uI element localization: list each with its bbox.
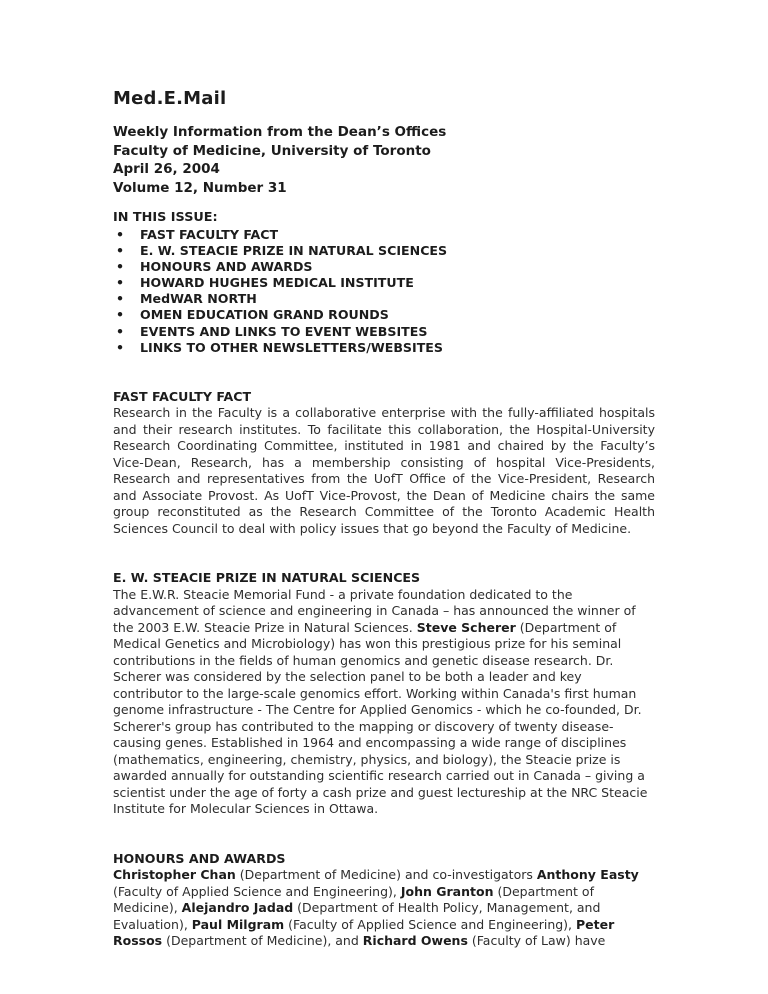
text-segment: (Department of Medicine) and co-investigators: [235, 867, 537, 883]
toc-item-omen-education: • OMEN EDUCATION GRAND ROUNDS: [113, 307, 655, 323]
text-segment: (Department of Medicine),: [113, 883, 594, 916]
text-segment: John Granton: [400, 883, 494, 899]
text-segment: Paul Milgram: [191, 916, 285, 932]
masthead-line-faculty: Faculty of Medicine, University of Toronto: [113, 142, 431, 159]
toc-item-honours-awards: • HONOURS AND AWARDS: [113, 259, 655, 275]
text-segment: (Faculty of Law) have: [467, 933, 606, 949]
toc-heading: IN THIS ISSUE:: [113, 210, 218, 225]
section-honours-awards: [113, 851, 655, 950]
text-segment: Steve Scherer: [416, 619, 516, 635]
text-segment: (Department of Medical Genetics and Microbiology) has won this prestigious prize for his seminal contributions in the fields of human genomics and genetic disease research. Dr. Scherer was considered by the selection panel to be both a leader and key contributor to the large-scale genomics effort. Working within Canada's first human genome infrastructure - The Centre for Applied Genomics - which he co-founded, Dr. Scherer's group has contributed to the mapping or discovery of twenty disease-causing genes. Established in 1964 and encompassing a wide range of disciplines (mathematics, engineering, chemistry, physics, and biology), the Steacie prize is awarded annually for outstanding scientific research carried out in Canada – giving a scientist under the age of forty a cash prize and guest lectureship at the NRC Steacie Institute for Molecular Sciences in Ottawa.: [113, 619, 648, 817]
toc-item-steacie-prize: • E. W. STEACIE PRIZE IN NATURAL SCIENCES: [113, 243, 655, 259]
text-segment: The E.W.R. Steacie Memorial Fund - a private foundation dedicated to the advancement of science and engineering in Canada – has announced the winner of the 2003 E.W. Steacie Prize in Natural Sciences.: [113, 586, 636, 635]
masthead-line-description: Weekly Information from the Dean’s Offices: [113, 124, 447, 140]
section-steacie-prize: [113, 570, 655, 818]
toc-item-medwar-north: • MedWAR NORTH: [113, 291, 655, 307]
table-of-contents: [113, 210, 655, 356]
text-segment: Anthony Easty: [536, 867, 639, 883]
newsletter-masthead: [113, 123, 655, 197]
section-heading: E. W. STEACIE PRIZE IN NATURAL SCIENCES: [113, 570, 421, 586]
section-paragraph: [113, 587, 655, 818]
masthead-line-date: April 26, 2004: [113, 161, 220, 177]
section-paragraph: [113, 867, 655, 950]
text-segment: Alejandro Jadad: [181, 900, 294, 916]
toc-item-fast-faculty-fact: • FAST FACULTY FACT: [113, 227, 655, 243]
masthead-line-volume: Volume 12, Number 31: [113, 179, 287, 196]
section-paragraph: [113, 405, 655, 537]
text-segment: Research in the Faculty is a collaborative enterprise with the fully-affiliated hospitals and their research institutes. To facilitate this collaboration, the Hospital-University Research Coordinating Committee, instituted in 1981 and chaired by the Faculty’s Vice-Dean, Research, has a membership consisting of hospital Vice-Presidents, Research and representatives from the UofT Office of the Vice-President, Research and Associate Provost. As UofT Vice-Provost, the Dean of Medicine chairs the same group reconstituted as the Research Committee of the Toronto Academic Health Sciences Council to deal with policy issues that go beyond the Faculty of Medicine.: [113, 405, 655, 536]
section-heading: HONOURS AND AWARDS: [113, 850, 286, 866]
toc-item-events-links: • EVENTS AND LINKS TO EVENT WEBSITES: [113, 324, 655, 340]
section-fast-faculty-fact: [113, 389, 655, 538]
text-segment: Richard Owens: [362, 933, 468, 949]
text-segment: (Department of Medicine), and: [162, 933, 363, 949]
toc-list: [113, 227, 655, 356]
text-segment: (Faculty of Applied Science and Engineering),: [284, 916, 576, 932]
text-segment: (Faculty of Applied Science and Engineering),: [113, 883, 401, 899]
text-segment: Peter Rossos: [113, 916, 615, 949]
newsletter-title: Med.E.Mail: [113, 88, 227, 109]
text-segment: (Department of Health Policy, Management, and Evaluation),: [113, 900, 601, 932]
toc-item-other-newsletters: • LINKS TO OTHER NEWSLETTERS/WEBSITES: [113, 340, 655, 356]
toc-item-howard-hughes: • HOWARD HUGHES MEDICAL INSTITUTE: [113, 275, 655, 291]
section-heading: FAST FACULTY FACT: [113, 388, 252, 404]
text-segment: Christopher Chan: [113, 867, 236, 883]
